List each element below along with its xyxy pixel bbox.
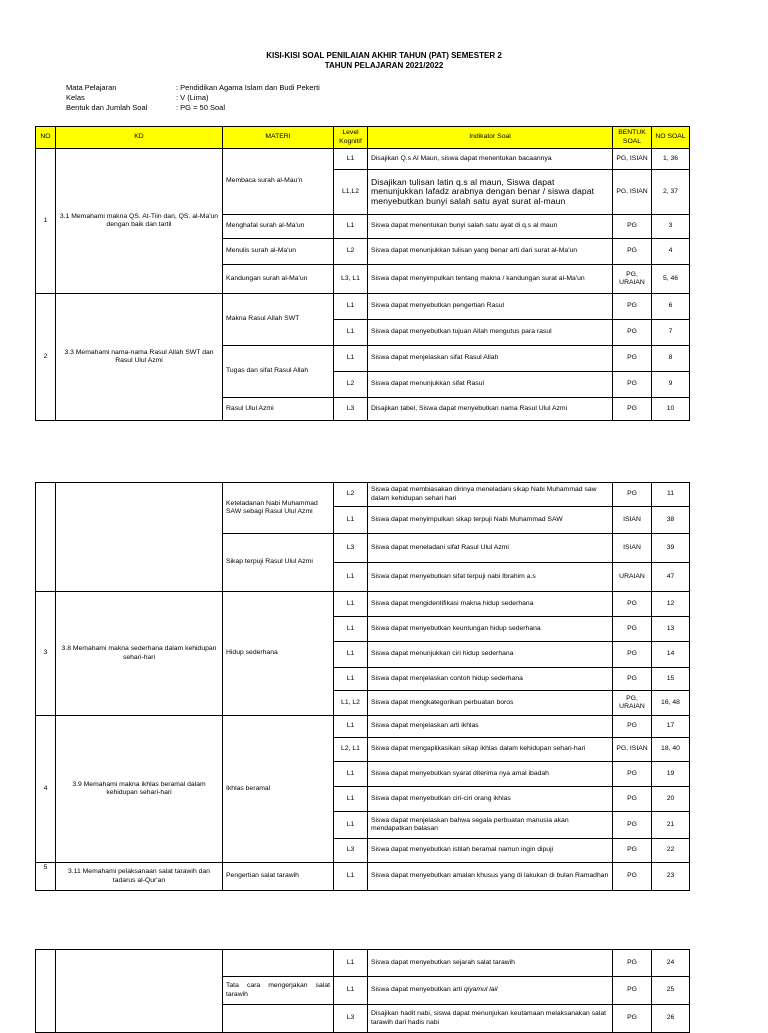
level-cell: L3: [334, 1005, 368, 1033]
document-subtitle: TAHUN PELAJARAN 2021/2022: [324, 61, 444, 70]
nosoal-cell: 11: [652, 483, 690, 507]
indikator-cell: Siswa dapat mengaplikasikan sikap ikhlas dalam kehidupan sehari-hari: [368, 738, 613, 762]
nosoal-cell: 14: [652, 642, 690, 668]
materi-cell: [223, 1005, 334, 1033]
nosoal-cell: 12: [652, 592, 690, 617]
indikator-cell: Siswa dapat menunjukkan sifat Rasul: [368, 372, 613, 398]
bentuk-cell: PG: [613, 294, 652, 320]
bentuk-cell: PG: [613, 762, 652, 787]
level-cell: L1: [334, 320, 368, 346]
materi-cell: Keteladanan Nabi Muhammad SAW sebagi Rasul Ulul Azmi: [223, 483, 334, 534]
bentuk-cell: PG: [613, 950, 652, 977]
kd-cell: 3.9 Memahami makna ikhlas beramal dalam kehidupan sehari-hari: [56, 716, 223, 863]
row-number: 1: [36, 149, 56, 294]
indikator-cell: Siswa dapat menyebutkan istilah beramal namun ingin dipuji: [368, 839, 613, 863]
meta-value: : V (Lima): [176, 93, 209, 102]
nosoal-cell: 3: [652, 215, 690, 239]
level-cell: L1: [334, 149, 368, 170]
nosoal-cell: 19: [652, 762, 690, 787]
indikator-cell: [368, 977, 613, 1005]
materi-cell: Makna Rasul Allah SWT: [223, 294, 334, 346]
nosoal-cell: 13: [652, 617, 690, 642]
indikator-text: Siswa dapat menyebutkan arti: [371, 986, 464, 994]
bentuk-cell: PG, ISIAN: [613, 738, 652, 762]
nosoal-cell: 24: [652, 950, 690, 977]
indikator-cell: Siswa dapat menyebutkan syarat diterima nya amal ibadah: [368, 762, 613, 787]
nosoal-cell: 6: [652, 294, 690, 320]
indikator-cell: Siswa dapat menunjukkan tulisan yang benar arti dari surat al-Ma'un: [368, 239, 613, 265]
indikator-cell: Siswa dapat menyimpulkan tentang makna / kandungan surat al-Ma'un: [368, 265, 613, 294]
level-cell: L1: [334, 563, 368, 592]
kd-cell: [56, 483, 223, 592]
level-cell: L1: [334, 642, 368, 668]
indikator-cell: Siswa dapat mengidentifikasi makna hidup sederhana: [368, 592, 613, 617]
materi-cell: Kandungan surah al-Ma'un: [223, 265, 334, 294]
nosoal-cell: 15: [652, 668, 690, 691]
bentuk-cell: PG: [613, 716, 652, 738]
meta-row: [66, 103, 320, 113]
indikator-cell: Siswa dapat menjelaskan bahwa segala perbuatan manusia akan mendapatkan balasan: [368, 812, 613, 839]
indikator-cell: Siswa dapat membiasakan dirinya meneladani sikap Nabi Muhammad saw dalam kehidupan sehari hari: [368, 483, 613, 507]
level-cell: L3, L1: [334, 265, 368, 294]
nosoal-cell: 9: [652, 372, 690, 398]
materi-cell: Rasul Ulul Azmi: [223, 398, 334, 421]
level-cell: L3: [334, 398, 368, 421]
level-cell: L1: [334, 507, 368, 534]
level-cell: L2: [334, 483, 368, 507]
materi-cell: Membaca surah al-Mau'n: [223, 149, 334, 215]
col-header-nosoal: NO SOAL: [652, 127, 690, 149]
level-cell: L1: [334, 812, 368, 839]
level-cell: L1: [334, 215, 368, 239]
level-cell: L2: [334, 372, 368, 398]
bentuk-cell: PG: [613, 1005, 652, 1033]
level-cell: L3: [334, 534, 368, 563]
indikator-italic-term: qiyamul lail: [463, 986, 498, 994]
indikator-cell: Siswa dapat menunjukkan ciri hidup sederhana: [368, 642, 613, 668]
indikator-cell: Siswa dapat menyebutkan sifat terpuji nabi Ibrahim a.s: [368, 563, 613, 592]
level-cell: L1: [334, 716, 368, 738]
meta-row: [66, 83, 320, 93]
level-cell: L1: [334, 950, 368, 977]
nosoal-cell: 1, 36: [652, 149, 690, 170]
materi-cell: Hidup sederhana: [223, 592, 334, 716]
nosoal-cell: 39: [652, 534, 690, 563]
indikator-cell: Siswa dapat menyebutkan ciri-ciri orang ikhlas: [368, 787, 613, 812]
row-number: 4: [36, 716, 56, 863]
bentuk-cell: PG: [613, 346, 652, 372]
bentuk-cell: ISIAN: [613, 534, 652, 563]
meta-value: : PG = 50 Soal: [176, 103, 225, 112]
col-header-kd: KD: [56, 127, 223, 149]
level-cell: L1: [334, 668, 368, 691]
nosoal-cell: 20: [652, 787, 690, 812]
bentuk-cell: PG: [613, 977, 652, 1005]
materi-cell: Tugas dan sifat Rasul Allah: [223, 346, 334, 398]
bentuk-cell: PG: [613, 398, 652, 421]
level-cell: L3: [334, 839, 368, 863]
level-cell: L1: [334, 294, 368, 320]
level-cell: L1, L2: [334, 691, 368, 716]
nosoal-cell: 22: [652, 839, 690, 863]
bentuk-cell: PG: [613, 215, 652, 239]
level-cell: L2: [334, 239, 368, 265]
level-cell: L1: [334, 787, 368, 812]
level-cell: L1: [334, 617, 368, 642]
bentuk-cell: ISIAN: [613, 507, 652, 534]
table-row: [36, 294, 690, 320]
indikator-cell: Siswa dapat menyebutkan amalan khusus yang di lakukan di bulan Ramadhan: [368, 863, 613, 891]
col-header-indikator: Indikator Soal: [368, 127, 613, 149]
nosoal-cell: 7: [652, 320, 690, 346]
indikator-cell: Siswa dapat menjelaskan sifat Rasul Allah: [368, 346, 613, 372]
indikator-cell: Siswa dapat menyebutkan pengertian Rasul: [368, 294, 613, 320]
col-header-no: NO: [36, 127, 56, 149]
meta-row: [66, 93, 320, 103]
bentuk-cell: PG: [613, 668, 652, 691]
indikator-cell: Disajikan tulisan latin q.s al maun, Siswa dapat menunjukkan lafadz arabnya dengan benar / siswa dapat menyebutkan bunyi salah satu ayat surat al-maun: [368, 170, 613, 215]
indikator-cell: Siswa dapat menjelaskan arti ikhlas: [368, 716, 613, 738]
kisi-kisi-table-part1: [35, 126, 690, 421]
table-row: [36, 592, 690, 617]
table-row: [36, 149, 690, 170]
nosoal-cell: 2, 37: [652, 170, 690, 215]
bentuk-cell: PG: [613, 642, 652, 668]
meta-label: Kelas: [66, 93, 85, 102]
materi-cell: Ikhlas beramal: [223, 716, 334, 863]
meta-block: [66, 83, 320, 113]
indikator-cell: Siswa dapat menyebutkan keuntungan hidup sederhana: [368, 617, 613, 642]
nosoal-cell: 21: [652, 812, 690, 839]
nosoal-cell: 4: [652, 239, 690, 265]
indikator-cell: Disajikan tabel, Siswa dapat menyebutkan nama Rasul Ulul Azmi: [368, 398, 613, 421]
materi-cell: Sikap terpuji Rasul Ulul Azmi: [223, 534, 334, 592]
indikator-cell: Siswa dapat menyebutkan sejarah salat tarawih: [368, 950, 613, 977]
materi-cell: Pengertian salat tarawih: [223, 863, 334, 891]
indikator-cell: Siswa dapat menentukan bunyi salah satu ayat di q.s al maun: [368, 215, 613, 239]
meta-value: : Pendidikan Agama Islam dan Budi Pekerti: [176, 83, 320, 92]
nosoal-cell: 25: [652, 977, 690, 1005]
bentuk-cell: PG, URAIAN: [613, 691, 652, 716]
bentuk-cell: PG, ISIAN: [613, 170, 652, 215]
indikator-cell: Disajikan Q.s Al Maun, siswa dapat menentukan bacaannya: [368, 149, 613, 170]
table-row: [36, 716, 690, 738]
bentuk-cell: PG: [613, 617, 652, 642]
row-number: 3: [36, 592, 56, 716]
nosoal-cell: 17: [652, 716, 690, 738]
materi-cell: [223, 950, 334, 977]
table-row: [36, 483, 690, 507]
kd-cell: 3.3 Memahami nama-nama Rasul Allah SWT dan Rasul Ulul Azmi: [56, 294, 223, 421]
nosoal-cell: 38: [652, 507, 690, 534]
col-header-materi: MATERI: [223, 127, 334, 149]
table-row: [36, 863, 690, 891]
indikator-cell: Siswa dapat menyebutkan tujuan Allah mengutus para rasul: [368, 320, 613, 346]
bentuk-cell: PG: [613, 812, 652, 839]
nosoal-cell: 10: [652, 398, 690, 421]
meta-label: Mata Pelajaran: [66, 83, 117, 92]
row-number: [36, 483, 56, 592]
indikator-cell: Siswa dapat menyimpulkan sikap terpuji Nabi Muhammad SAW: [368, 507, 613, 534]
level-cell: L1: [334, 762, 368, 787]
bentuk-cell: PG: [613, 592, 652, 617]
nosoal-cell: 16, 48: [652, 691, 690, 716]
table-header-row: [36, 127, 690, 149]
nosoal-cell: 23: [652, 863, 690, 891]
kisi-kisi-table-part3: [35, 949, 690, 1033]
bentuk-cell: PG, ISIAN: [613, 149, 652, 170]
bentuk-cell: PG: [613, 839, 652, 863]
indikator-cell: Siswa dapat mengkategorikan perbuatan boros: [368, 691, 613, 716]
bentuk-cell: PG, URAIAN: [613, 265, 652, 294]
bentuk-cell: PG: [613, 372, 652, 398]
table-row: [36, 950, 690, 977]
col-header-bentuk: BENTUK SOAL: [613, 127, 652, 149]
kd-cell: 3.8 Memahami makna sederhana dalam kehidupan sehari-hari: [56, 592, 223, 716]
bentuk-cell: URAIAN: [613, 563, 652, 592]
bentuk-cell: PG: [613, 320, 652, 346]
kisi-kisi-table-part2: [35, 482, 690, 891]
level-cell: L1: [334, 977, 368, 1005]
meta-label: Bentuk dan Jumlah Soal: [66, 103, 148, 112]
materi-cell: Menulis surah al-Ma'un: [223, 239, 334, 265]
nosoal-cell: 5, 46: [652, 265, 690, 294]
kd-cell: 3.1 Memahami makna QS. At-Tiin dan, QS. al-Ma'un dengan baik dan tartil: [56, 149, 223, 294]
col-header-level: Level Kognitif: [334, 127, 368, 149]
kd-cell: [56, 950, 223, 1033]
bentuk-cell: PG: [613, 863, 652, 891]
row-number: [36, 950, 56, 1033]
level-cell: L2, L1: [334, 738, 368, 762]
level-cell: L1: [334, 592, 368, 617]
level-cell: L1: [334, 863, 368, 891]
kd-cell: 3.11 Memahami pelaksanaan salat tarawih dan tadarus al-Qur'an: [56, 863, 223, 891]
nosoal-cell: 18, 40: [652, 738, 690, 762]
nosoal-cell: 26: [652, 1005, 690, 1033]
nosoal-cell: 47: [652, 563, 690, 592]
bentuk-cell: PG: [613, 483, 652, 507]
level-cell: L1: [334, 346, 368, 372]
indikator-cell: Disajikan hadit nabi, siswa dapat menunjukan keutamaan melaksanakan salat tarawih dari hadis nabi: [368, 1005, 613, 1033]
indikator-cell: Siswa dapat menjelaskan contoh hidup sederhana: [368, 668, 613, 691]
level-cell: L1,L2: [334, 170, 368, 215]
materi-cell: Menghafal surah al-Ma'un: [223, 215, 334, 239]
bentuk-cell: PG: [613, 787, 652, 812]
nosoal-cell: 8: [652, 346, 690, 372]
bentuk-cell: PG: [613, 239, 652, 265]
row-number: 2: [36, 294, 56, 421]
document-title: KISI-KISI SOAL PENILAIAN AKHIR TAHUN (PAT) SEMESTER 2: [266, 51, 502, 60]
materi-cell: Tata cara mengerjakan salat tarawih: [223, 977, 334, 1005]
indikator-cell: Siswa dapat meneladani sifat Rasul Ulul Azmi: [368, 534, 613, 563]
row-number: 5: [36, 863, 56, 891]
